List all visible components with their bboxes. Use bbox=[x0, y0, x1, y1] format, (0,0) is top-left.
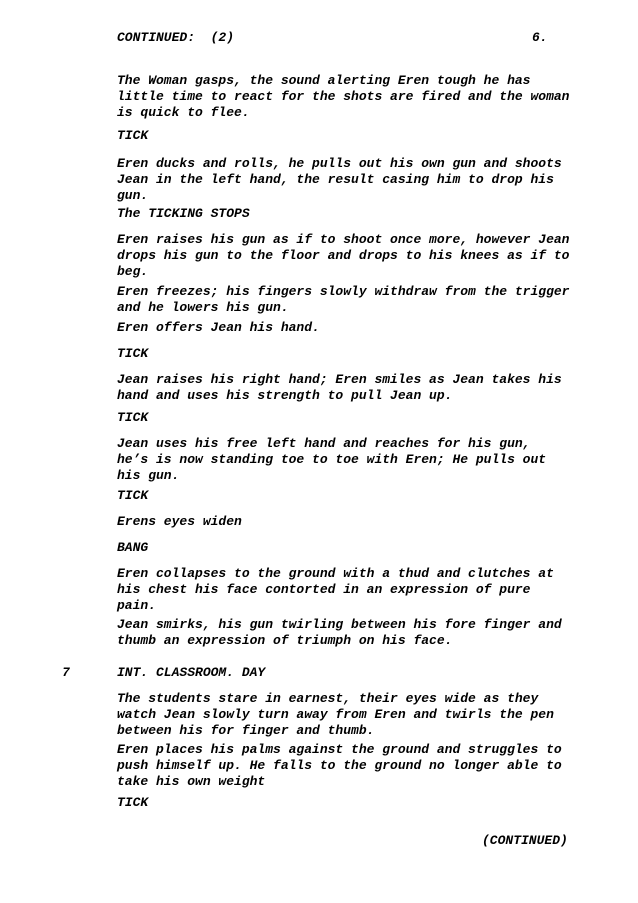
sound-cue: TICK bbox=[117, 346, 149, 361]
sound-cue: TICK bbox=[117, 410, 149, 425]
scene-heading: INT. CLASSROOM. DAY bbox=[117, 665, 266, 680]
sound-cue: BANG bbox=[117, 540, 149, 555]
continued-header: CONTINUED: (2) bbox=[117, 30, 235, 45]
action-paragraph: Eren offers Jean his hand. bbox=[117, 320, 320, 335]
action-paragraph: Jean smirks, his gun twirling between his fore finger and thumb an expression of triumph on his face. bbox=[117, 617, 562, 648]
sound-cue: TICK bbox=[117, 128, 149, 143]
action-paragraph: Eren ducks and rolls, he pulls out his own gun and shoots Jean in the left hand, the result casing him to drop his gun. bbox=[117, 156, 562, 203]
action-paragraph: Eren places his palms against the ground and struggles to push himself up. He falls to the ground no longer able to take his own weight bbox=[117, 742, 562, 789]
sound-cue: TICK bbox=[117, 488, 149, 503]
scene-number: 7 bbox=[62, 665, 70, 680]
action-paragraph: The Woman gasps, the sound alerting Eren tough he has little time to react for the shots are fired and the woman is quick to flee. bbox=[117, 73, 570, 120]
action-paragraph: Eren raises his gun as if to shoot once more, however Jean drops his gun to the floor and drops to his knees as if to beg. bbox=[117, 232, 570, 279]
action-paragraph: Jean raises his right hand; Eren smiles as Jean takes his hand and uses his strength to pull Jean up. bbox=[117, 372, 562, 403]
action-paragraph: Erens eyes widen bbox=[117, 514, 242, 529]
action-paragraph: Eren freezes; his fingers slowly withdraw from the trigger and he lowers his gun. bbox=[117, 284, 570, 315]
sound-cue: The TICKING STOPS bbox=[117, 206, 250, 221]
sound-cue: TICK bbox=[117, 795, 149, 810]
action-paragraph: Jean uses his free left hand and reaches for his gun, he’s is now standing toe to toe with Eren; He pulls out his gun. bbox=[117, 436, 547, 483]
continued-footer: (CONTINUED) bbox=[482, 833, 568, 848]
action-paragraph: Eren collapses to the ground with a thud and clutches at his chest his face contorted in an expression of pure pain. bbox=[117, 566, 554, 613]
page-number: 6. bbox=[532, 30, 548, 45]
action-paragraph: The students stare in earnest, their eyes wide as they watch Jean slowly turn away from Eren and twirls the pen between his for finger and thumb. bbox=[117, 691, 554, 738]
